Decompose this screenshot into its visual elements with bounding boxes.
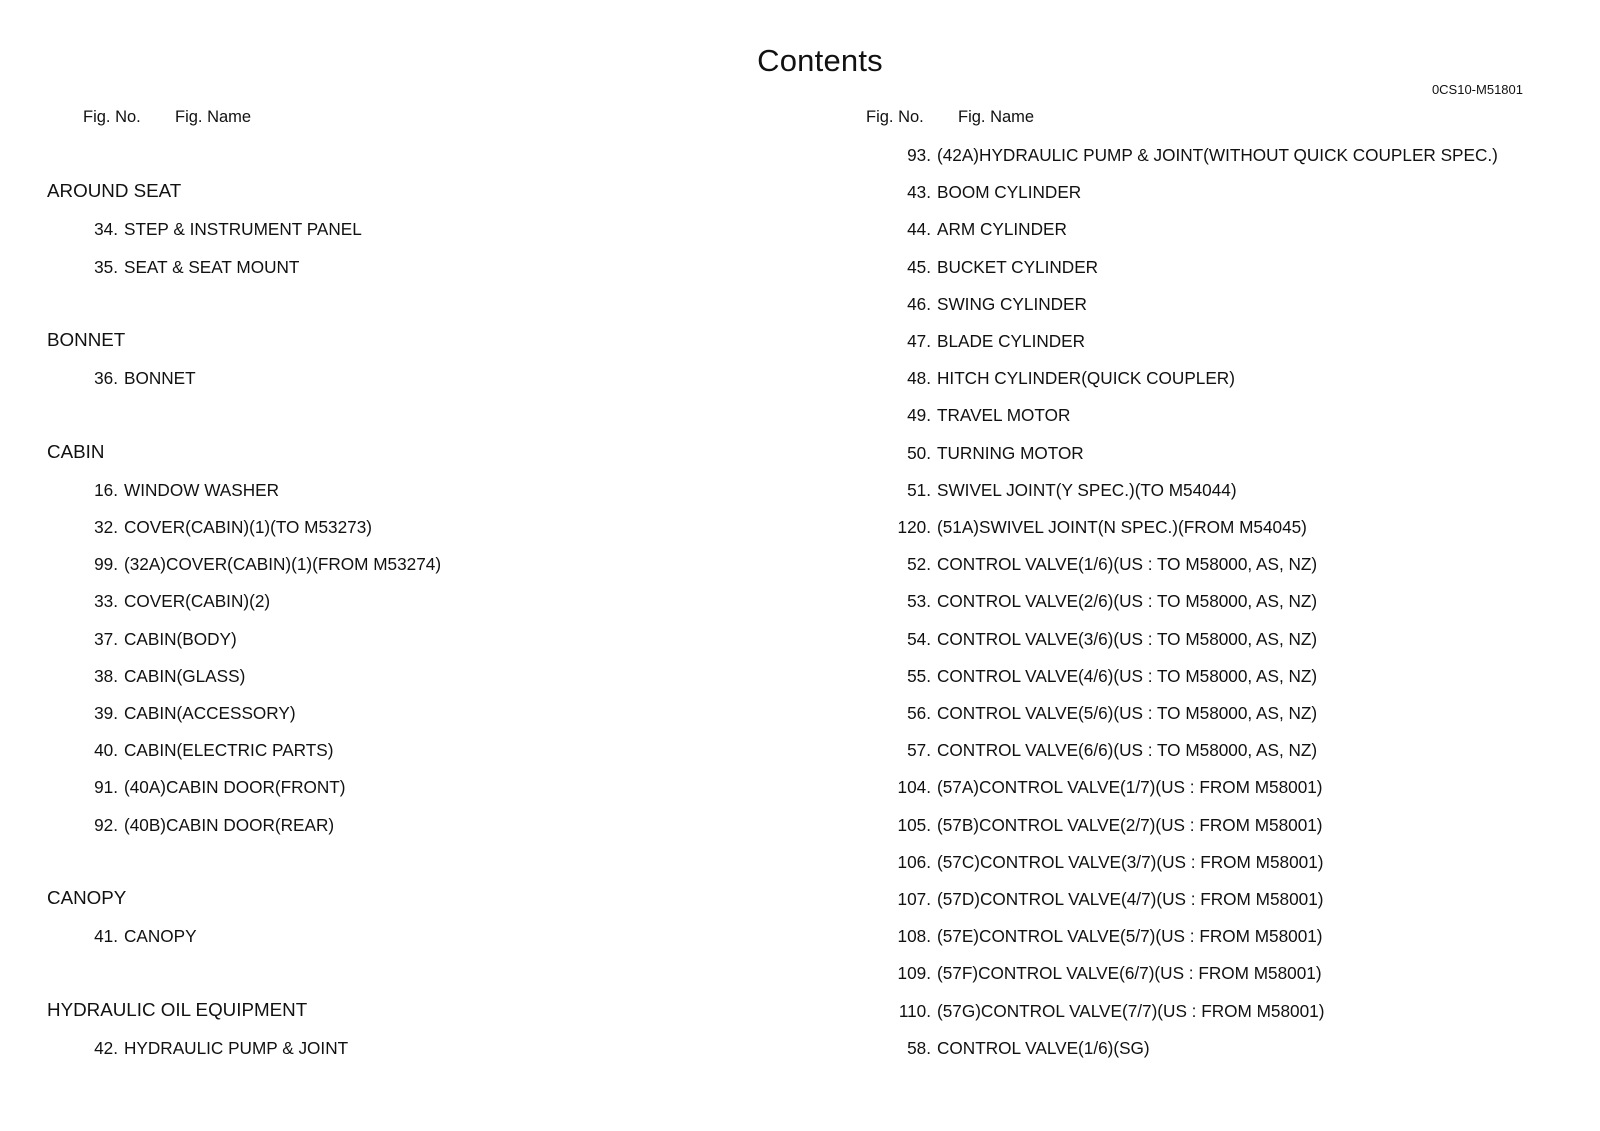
contents-entry[interactable]: [866, 144, 1498, 166]
fig-name: TURNING MOTOR: [937, 442, 1084, 463]
fig-name: BONNET: [124, 368, 196, 389]
fig-name: CONTROL VALVE(1/6)(US : TO M58000, AS, NZ): [937, 554, 1318, 575]
contents-entry[interactable]: [53, 218, 362, 240]
fig-number: 34.: [94, 219, 118, 240]
contents-entry[interactable]: [866, 1037, 1150, 1059]
fig-name: (57G)CONTROL VALVE(7/7)(US : FROM M58001): [937, 1000, 1325, 1021]
contents-entry[interactable]: [866, 404, 1070, 426]
fig-name: (57F)CONTROL VALVE(6/7)(US : FROM M58001): [937, 963, 1322, 984]
contents-entry[interactable]: [866, 962, 1322, 984]
contents-entry[interactable]: [53, 776, 346, 798]
fig-number: 110.: [898, 1000, 931, 1021]
document-code: 0CS10-M51801: [1431, 82, 1523, 97]
contents-entry[interactable]: [866, 516, 1307, 538]
fig-number: 91.: [94, 777, 118, 798]
fig-name-header: Fig. Name: [175, 108, 252, 126]
fig-number: 37.: [94, 628, 118, 649]
contents-entry[interactable]: [866, 665, 1317, 687]
fig-name: BUCKET CYLINDER: [937, 256, 1099, 277]
contents-entry[interactable]: [53, 256, 299, 278]
fig-number: 43.: [907, 182, 931, 203]
contents-entry[interactable]: [866, 628, 1317, 650]
fig-name: (57A)CONTROL VALVE(1/7)(US : FROM M58001): [937, 777, 1323, 798]
fig-name: (57E)CONTROL VALVE(5/7)(US : FROM M58001): [937, 926, 1323, 947]
contents-entry[interactable]: [53, 814, 334, 836]
contents-entry[interactable]: [866, 218, 1067, 240]
contents-entry[interactable]: [866, 739, 1317, 761]
right-column-header: [866, 108, 1034, 127]
fig-name: CABIN(BODY): [124, 628, 237, 649]
fig-number: 16.: [94, 479, 118, 500]
fig-name: (57D)CONTROL VALVE(4/7)(US : FROM M58001): [937, 889, 1324, 909]
fig-name: (32A)COVER(CABIN)(1)(FROM M53274): [124, 554, 442, 575]
contents-entry[interactable]: [53, 590, 270, 612]
fig-name: TRAVEL MOTOR: [937, 405, 1071, 426]
fig-number: 38.: [94, 665, 118, 686]
fig-no-header: Fig. No.: [83, 108, 141, 126]
fig-number: 107.: [897, 889, 931, 909]
fig-name: (57C)CONTROL VALVE(3/7)(US : FROM M58001): [937, 851, 1324, 872]
section-heading: CANOPY: [47, 887, 127, 908]
fig-name: STEP & INSTRUMENT PANEL: [124, 219, 362, 240]
contents-entry[interactable]: [866, 925, 1323, 947]
section-heading: AROUND SEAT: [47, 180, 182, 202]
contents-entry[interactable]: [866, 814, 1323, 836]
fig-name: CANOPY: [124, 926, 197, 947]
fig-name: SWIVEL JOINT(Y SPEC.)(TO M54044): [937, 479, 1237, 500]
fig-name-header: Fig. Name: [958, 108, 1035, 126]
fig-name: CABIN(ELECTRIC PARTS): [124, 740, 334, 761]
contents-entry[interactable]: [53, 1037, 348, 1059]
fig-name: CONTROL VALVE(5/6)(US : TO M58000, AS, NZ): [937, 703, 1318, 723]
fig-number: 99.: [94, 554, 118, 575]
contents-entry[interactable]: [866, 776, 1323, 798]
fig-name: CONTROL VALVE(1/6)(SG): [937, 1037, 1150, 1058]
contents-entry[interactable]: [866, 590, 1317, 612]
section-heading: HYDRAULIC OIL EQUIPMENT: [47, 998, 308, 1020]
contents-entry[interactable]: [866, 851, 1323, 873]
fig-number: 42.: [94, 1037, 118, 1058]
fig-name: ARM CYLINDER: [937, 219, 1067, 240]
fig-number: 54.: [907, 628, 931, 649]
fig-name: CONTROL VALVE(4/6)(US : TO M58000, AS, NZ): [937, 665, 1318, 686]
contents-entry[interactable]: [866, 553, 1317, 575]
contents-entry[interactable]: [53, 739, 333, 761]
fig-name: CABIN(ACCESSORY): [124, 703, 296, 723]
fig-number: 55.: [907, 665, 931, 686]
fig-number: 51.: [907, 479, 931, 500]
fig-name: BOOM CYLINDER: [937, 182, 1082, 203]
fig-number: 46.: [907, 293, 931, 314]
fig-name: WINDOW WASHER: [124, 479, 279, 500]
fig-name: HYDRAULIC PUMP & JOINT: [124, 1037, 349, 1058]
fig-name: (40B)CABIN DOOR(REAR): [124, 814, 335, 835]
fig-number: 40.: [94, 740, 118, 761]
fig-number: 56.: [907, 703, 931, 723]
fig-number: 44.: [907, 219, 931, 240]
fig-number: 105.: [897, 814, 931, 835]
left-column-header: [83, 108, 251, 127]
fig-name: (40A)CABIN DOOR(FRONT): [124, 777, 346, 798]
contents-entry[interactable]: [866, 330, 1085, 352]
contents-entry[interactable]: [53, 553, 441, 575]
fig-number: 120.: [897, 517, 931, 537]
fig-number: 57.: [907, 740, 931, 761]
fig-number: 93.: [907, 145, 931, 165]
fig-number: 48.: [907, 368, 931, 389]
fig-number: 106.: [897, 851, 931, 872]
fig-number: 32.: [94, 517, 118, 537]
fig-name: BLADE CYLINDER: [937, 331, 1086, 351]
fig-number: 45.: [907, 256, 931, 277]
contents-entry[interactable]: [53, 516, 372, 538]
fig-number: 47.: [907, 331, 931, 351]
fig-name: SEAT & SEAT MOUNT: [124, 256, 300, 277]
fig-number: 52.: [907, 554, 931, 575]
fig-name: CONTROL VALVE(6/6)(US : TO M58000, AS, NZ): [937, 740, 1318, 761]
fig-name: (51A)SWIVEL JOINT(N SPEC.)(FROM M54045): [937, 517, 1307, 537]
fig-number: 33.: [94, 591, 118, 612]
fig-name: COVER(CABIN)(1)(TO M53273): [124, 517, 372, 537]
contents-entry[interactable]: [53, 479, 279, 501]
fig-name: (57B)CONTROL VALVE(2/7)(US : FROM M58001): [937, 814, 1323, 835]
contents-entry[interactable]: [866, 256, 1098, 278]
fig-number: 108.: [897, 926, 931, 947]
contents-entry[interactable]: [866, 888, 1323, 910]
fig-number: 104.: [897, 777, 931, 798]
contents-entry[interactable]: [866, 181, 1081, 203]
contents-entry[interactable]: [866, 479, 1237, 501]
fig-number: 58.: [907, 1037, 931, 1058]
contents-entry[interactable]: [53, 367, 196, 389]
fig-number: 41.: [94, 926, 118, 947]
section-heading: CABIN: [47, 440, 105, 462]
fig-name: CONTROL VALVE(2/6)(US : TO M58000, AS, NZ): [937, 591, 1318, 612]
page-title: Contents: [757, 43, 883, 78]
fig-name: CABIN(GLASS): [124, 665, 246, 686]
fig-number: 36.: [94, 368, 118, 389]
fig-name: HITCH CYLINDER(QUICK COUPLER): [937, 368, 1235, 389]
fig-name: CONTROL VALVE(3/6)(US : TO M58000, AS, NZ): [937, 628, 1318, 649]
contents-entry[interactable]: [53, 665, 245, 687]
contents-entry[interactable]: [866, 1000, 1324, 1022]
fig-name: SWING CYLINDER: [937, 293, 1087, 314]
contents-entry[interactable]: [53, 702, 296, 724]
contents-entry[interactable]: [866, 442, 1084, 464]
contents-entry[interactable]: [866, 293, 1087, 315]
fig-number: 92.: [94, 814, 118, 835]
fig-name: COVER(CABIN)(2): [124, 591, 271, 612]
fig-number: 39.: [94, 703, 118, 723]
contents-entry[interactable]: [53, 925, 197, 947]
fig-no-header: Fig. No.: [866, 108, 924, 126]
fig-number: 35.: [94, 256, 118, 277]
fig-number: 109.: [897, 963, 931, 984]
contents-entry[interactable]: [866, 367, 1235, 389]
fig-number: 50.: [907, 442, 931, 463]
fig-number: 49.: [907, 405, 931, 426]
contents-entry[interactable]: [53, 628, 237, 650]
fig-number: 53.: [907, 591, 931, 612]
contents-entry[interactable]: [866, 702, 1317, 724]
section-heading: BONNET: [47, 329, 126, 350]
fig-name: (42A)HYDRAULIC PUMP & JOINT(WITHOUT QUICK COUPLER SPEC.): [937, 145, 1498, 165]
